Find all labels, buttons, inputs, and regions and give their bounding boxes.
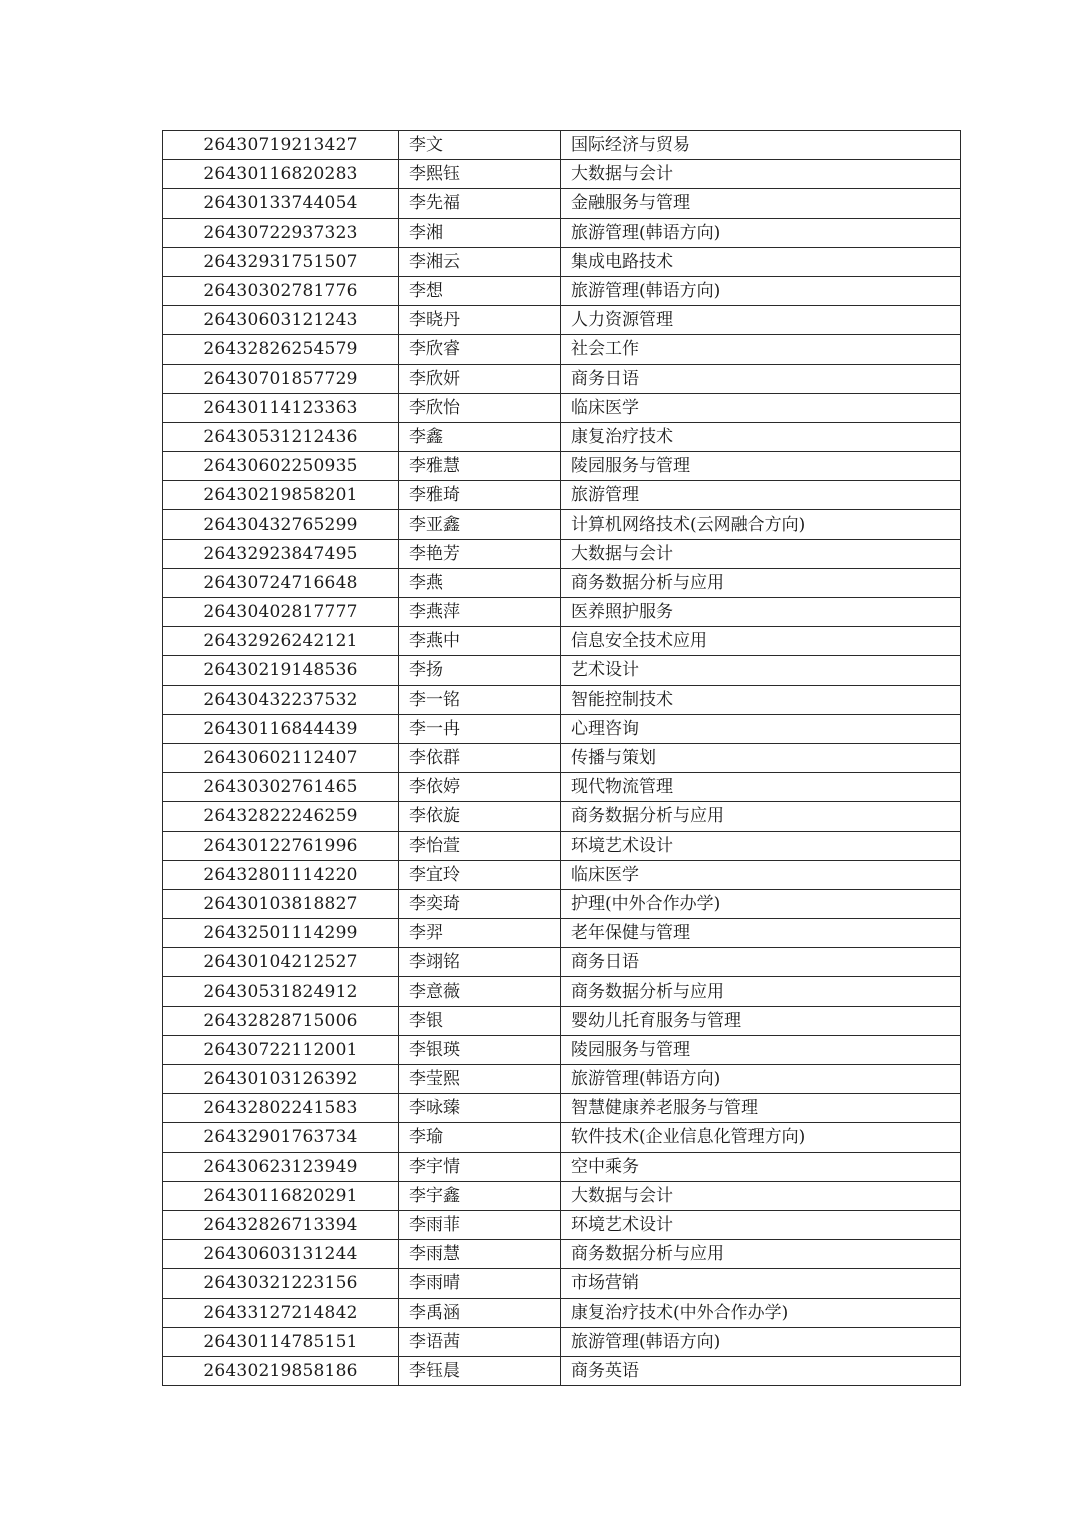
table-row [163, 568, 961, 597]
table-row [163, 1298, 961, 1327]
table-row [163, 714, 961, 743]
exam-id-cell: 26430133744054 [163, 189, 399, 218]
major-cell: 心理咨询 [561, 714, 961, 743]
major-cell: 商务英语 [561, 1356, 961, 1385]
table-row [163, 452, 961, 481]
student-name-cell: 李先福 [399, 189, 561, 218]
student-name-cell: 李熙钰 [399, 160, 561, 189]
student-name-cell: 李咏臻 [399, 1094, 561, 1123]
student-name-cell: 李语茜 [399, 1327, 561, 1356]
exam-id-cell: 26430602250935 [163, 452, 399, 481]
major-cell: 旅游管理(韩语方向) [561, 1065, 961, 1094]
major-cell: 康复治疗技术(中外合作办学) [561, 1298, 961, 1327]
table-row [163, 1181, 961, 1210]
exam-id-cell: 26432822246259 [163, 802, 399, 831]
major-cell: 智慧健康养老服务与管理 [561, 1094, 961, 1123]
student-name-cell: 李宇鑫 [399, 1181, 561, 1210]
student-name-cell: 李翊铭 [399, 948, 561, 977]
table-row [163, 1327, 961, 1356]
table-row [163, 131, 961, 160]
major-cell: 现代物流管理 [561, 773, 961, 802]
exam-id-cell: 26430116820291 [163, 1181, 399, 1210]
exam-id-cell: 26430603131244 [163, 1240, 399, 1269]
exam-id-cell: 26433127214842 [163, 1298, 399, 1327]
student-name-cell: 李欣睿 [399, 335, 561, 364]
table-row [163, 247, 961, 276]
roster-table [162, 130, 961, 1386]
student-name-cell: 李亚鑫 [399, 510, 561, 539]
exam-id-cell: 26430122761996 [163, 831, 399, 860]
student-name-cell: 李扬 [399, 656, 561, 685]
student-name-cell: 李羿 [399, 919, 561, 948]
exam-id-cell: 26430114785151 [163, 1327, 399, 1356]
exam-id-cell: 26430432237532 [163, 685, 399, 714]
exam-id-cell: 26432923847495 [163, 539, 399, 568]
exam-id-cell: 26430103126392 [163, 1065, 399, 1094]
exam-id-cell: 26430623123949 [163, 1152, 399, 1181]
table-row [163, 656, 961, 685]
table-row [163, 1240, 961, 1269]
major-cell: 老年保健与管理 [561, 919, 961, 948]
major-cell: 智能控制技术 [561, 685, 961, 714]
exam-id-cell: 26430402817777 [163, 598, 399, 627]
major-cell: 旅游管理(韩语方向) [561, 276, 961, 305]
student-name-cell: 李意薇 [399, 977, 561, 1006]
student-name-cell: 李艳芳 [399, 539, 561, 568]
student-name-cell: 李钰晨 [399, 1356, 561, 1385]
student-name-cell: 李雨晴 [399, 1269, 561, 1298]
table-row [163, 773, 961, 802]
exam-id-cell: 26430531212436 [163, 422, 399, 451]
table-row [163, 364, 961, 393]
major-cell: 商务数据分析与应用 [561, 568, 961, 597]
major-cell: 信息安全技术应用 [561, 627, 961, 656]
exam-id-cell: 26432802241583 [163, 1094, 399, 1123]
major-cell: 商务数据分析与应用 [561, 1240, 961, 1269]
student-name-cell: 李燕中 [399, 627, 561, 656]
table-row [163, 831, 961, 860]
major-cell: 传播与策划 [561, 743, 961, 772]
major-cell: 大数据与会计 [561, 160, 961, 189]
major-cell: 旅游管理 [561, 481, 961, 510]
major-cell: 人力资源管理 [561, 306, 961, 335]
student-name-cell: 李湘云 [399, 247, 561, 276]
major-cell: 陵园服务与管理 [561, 1035, 961, 1064]
exam-id-cell: 26432901763734 [163, 1123, 399, 1152]
exam-id-cell: 26432826713394 [163, 1210, 399, 1239]
exam-id-cell: 26430432765299 [163, 510, 399, 539]
table-row [163, 1210, 961, 1239]
exam-id-cell: 26430603121243 [163, 306, 399, 335]
major-cell: 临床医学 [561, 393, 961, 422]
exam-id-cell: 26430219858186 [163, 1356, 399, 1385]
exam-id-cell: 26430321223156 [163, 1269, 399, 1298]
student-name-cell: 李宇情 [399, 1152, 561, 1181]
major-cell: 旅游管理(韩语方向) [561, 1327, 961, 1356]
student-name-cell: 李雅琦 [399, 481, 561, 510]
exam-id-cell: 26430219148536 [163, 656, 399, 685]
exam-id-cell: 26430116820283 [163, 160, 399, 189]
student-name-cell: 李怡萱 [399, 831, 561, 860]
exam-id-cell: 26430722112001 [163, 1035, 399, 1064]
table-row [163, 218, 961, 247]
major-cell: 商务数据分析与应用 [561, 977, 961, 1006]
major-cell: 集成电路技术 [561, 247, 961, 276]
exam-id-cell: 26430724716648 [163, 568, 399, 597]
student-name-cell: 李想 [399, 276, 561, 305]
exam-id-cell: 26430116844439 [163, 714, 399, 743]
major-cell: 金融服务与管理 [561, 189, 961, 218]
student-name-cell: 李依群 [399, 743, 561, 772]
exam-id-cell: 26432826254579 [163, 335, 399, 364]
major-cell: 临床医学 [561, 860, 961, 889]
table-row [163, 481, 961, 510]
major-cell: 国际经济与贸易 [561, 131, 961, 160]
student-name-cell: 李依婷 [399, 773, 561, 802]
table-row [163, 598, 961, 627]
student-name-cell: 李奕琦 [399, 889, 561, 918]
major-cell: 计算机网络技术(云网融合方向) [561, 510, 961, 539]
major-cell: 婴幼儿托育服务与管理 [561, 1006, 961, 1035]
student-name-cell: 李银 [399, 1006, 561, 1035]
student-name-cell: 李瑜 [399, 1123, 561, 1152]
exam-id-cell: 26430104212527 [163, 948, 399, 977]
table-row [163, 627, 961, 656]
exam-id-cell: 26432926242121 [163, 627, 399, 656]
exam-id-cell: 26430219858201 [163, 481, 399, 510]
student-name-cell: 李银瑛 [399, 1035, 561, 1064]
major-cell: 旅游管理(韩语方向) [561, 218, 961, 247]
student-name-cell: 李燕萍 [399, 598, 561, 627]
exam-id-cell: 26430701857729 [163, 364, 399, 393]
student-name-cell: 李雨慧 [399, 1240, 561, 1269]
table-row [163, 306, 961, 335]
table-row [163, 393, 961, 422]
table-row [163, 1152, 961, 1181]
exam-id-cell: 26430719213427 [163, 131, 399, 160]
table-row [163, 1356, 961, 1385]
exam-id-cell: 26430103818827 [163, 889, 399, 918]
table-row [163, 860, 961, 889]
major-cell: 医养照护服务 [561, 598, 961, 627]
student-name-cell: 李文 [399, 131, 561, 160]
student-name-cell: 李一冉 [399, 714, 561, 743]
major-cell: 市场营销 [561, 1269, 961, 1298]
major-cell: 艺术设计 [561, 656, 961, 685]
student-name-cell: 李一铭 [399, 685, 561, 714]
major-cell: 商务数据分析与应用 [561, 802, 961, 831]
table-row [163, 1269, 961, 1298]
student-name-cell: 李鑫 [399, 422, 561, 451]
table-row [163, 160, 961, 189]
exam-id-cell: 26430722937323 [163, 218, 399, 247]
major-cell: 商务日语 [561, 364, 961, 393]
table-row [163, 1065, 961, 1094]
roster-table-body [163, 131, 961, 1386]
major-cell: 环境艺术设计 [561, 831, 961, 860]
table-row [163, 335, 961, 364]
exam-id-cell: 26430302781776 [163, 276, 399, 305]
student-name-cell: 李禹涵 [399, 1298, 561, 1327]
exam-id-cell: 26430302761465 [163, 773, 399, 802]
table-row [163, 685, 961, 714]
major-cell: 环境艺术设计 [561, 1210, 961, 1239]
table-row [163, 802, 961, 831]
table-row [163, 1094, 961, 1123]
student-name-cell: 李莹熙 [399, 1065, 561, 1094]
exam-id-cell: 26430531824912 [163, 977, 399, 1006]
student-name-cell: 李燕 [399, 568, 561, 597]
exam-id-cell: 26432801114220 [163, 860, 399, 889]
table-row [163, 510, 961, 539]
student-name-cell: 李宜玲 [399, 860, 561, 889]
table-row [163, 919, 961, 948]
major-cell: 护理(中外合作办学) [561, 889, 961, 918]
student-name-cell: 李晓丹 [399, 306, 561, 335]
major-cell: 大数据与会计 [561, 1181, 961, 1210]
table-row [163, 743, 961, 772]
student-name-cell: 李湘 [399, 218, 561, 247]
student-name-cell: 李雅慧 [399, 452, 561, 481]
student-name-cell: 李欣妍 [399, 364, 561, 393]
exam-id-cell: 26432931751507 [163, 247, 399, 276]
student-name-cell: 李依旋 [399, 802, 561, 831]
major-cell: 大数据与会计 [561, 539, 961, 568]
major-cell: 陵园服务与管理 [561, 452, 961, 481]
student-name-cell: 李雨菲 [399, 1210, 561, 1239]
table-row [163, 948, 961, 977]
table-row [163, 276, 961, 305]
major-cell: 社会工作 [561, 335, 961, 364]
exam-id-cell: 26432828715006 [163, 1006, 399, 1035]
table-row [163, 422, 961, 451]
table-row [163, 1035, 961, 1064]
student-name-cell: 李欣怡 [399, 393, 561, 422]
table-row [163, 1006, 961, 1035]
exam-id-cell: 26430114123363 [163, 393, 399, 422]
major-cell: 软件技术(企业信息化管理方向) [561, 1123, 961, 1152]
table-row [163, 889, 961, 918]
exam-id-cell: 26432501114299 [163, 919, 399, 948]
major-cell: 商务日语 [561, 948, 961, 977]
major-cell: 空中乘务 [561, 1152, 961, 1181]
table-row [163, 977, 961, 1006]
major-cell: 康复治疗技术 [561, 422, 961, 451]
table-row [163, 189, 961, 218]
table-row [163, 1123, 961, 1152]
table-row [163, 539, 961, 568]
exam-id-cell: 26430602112407 [163, 743, 399, 772]
